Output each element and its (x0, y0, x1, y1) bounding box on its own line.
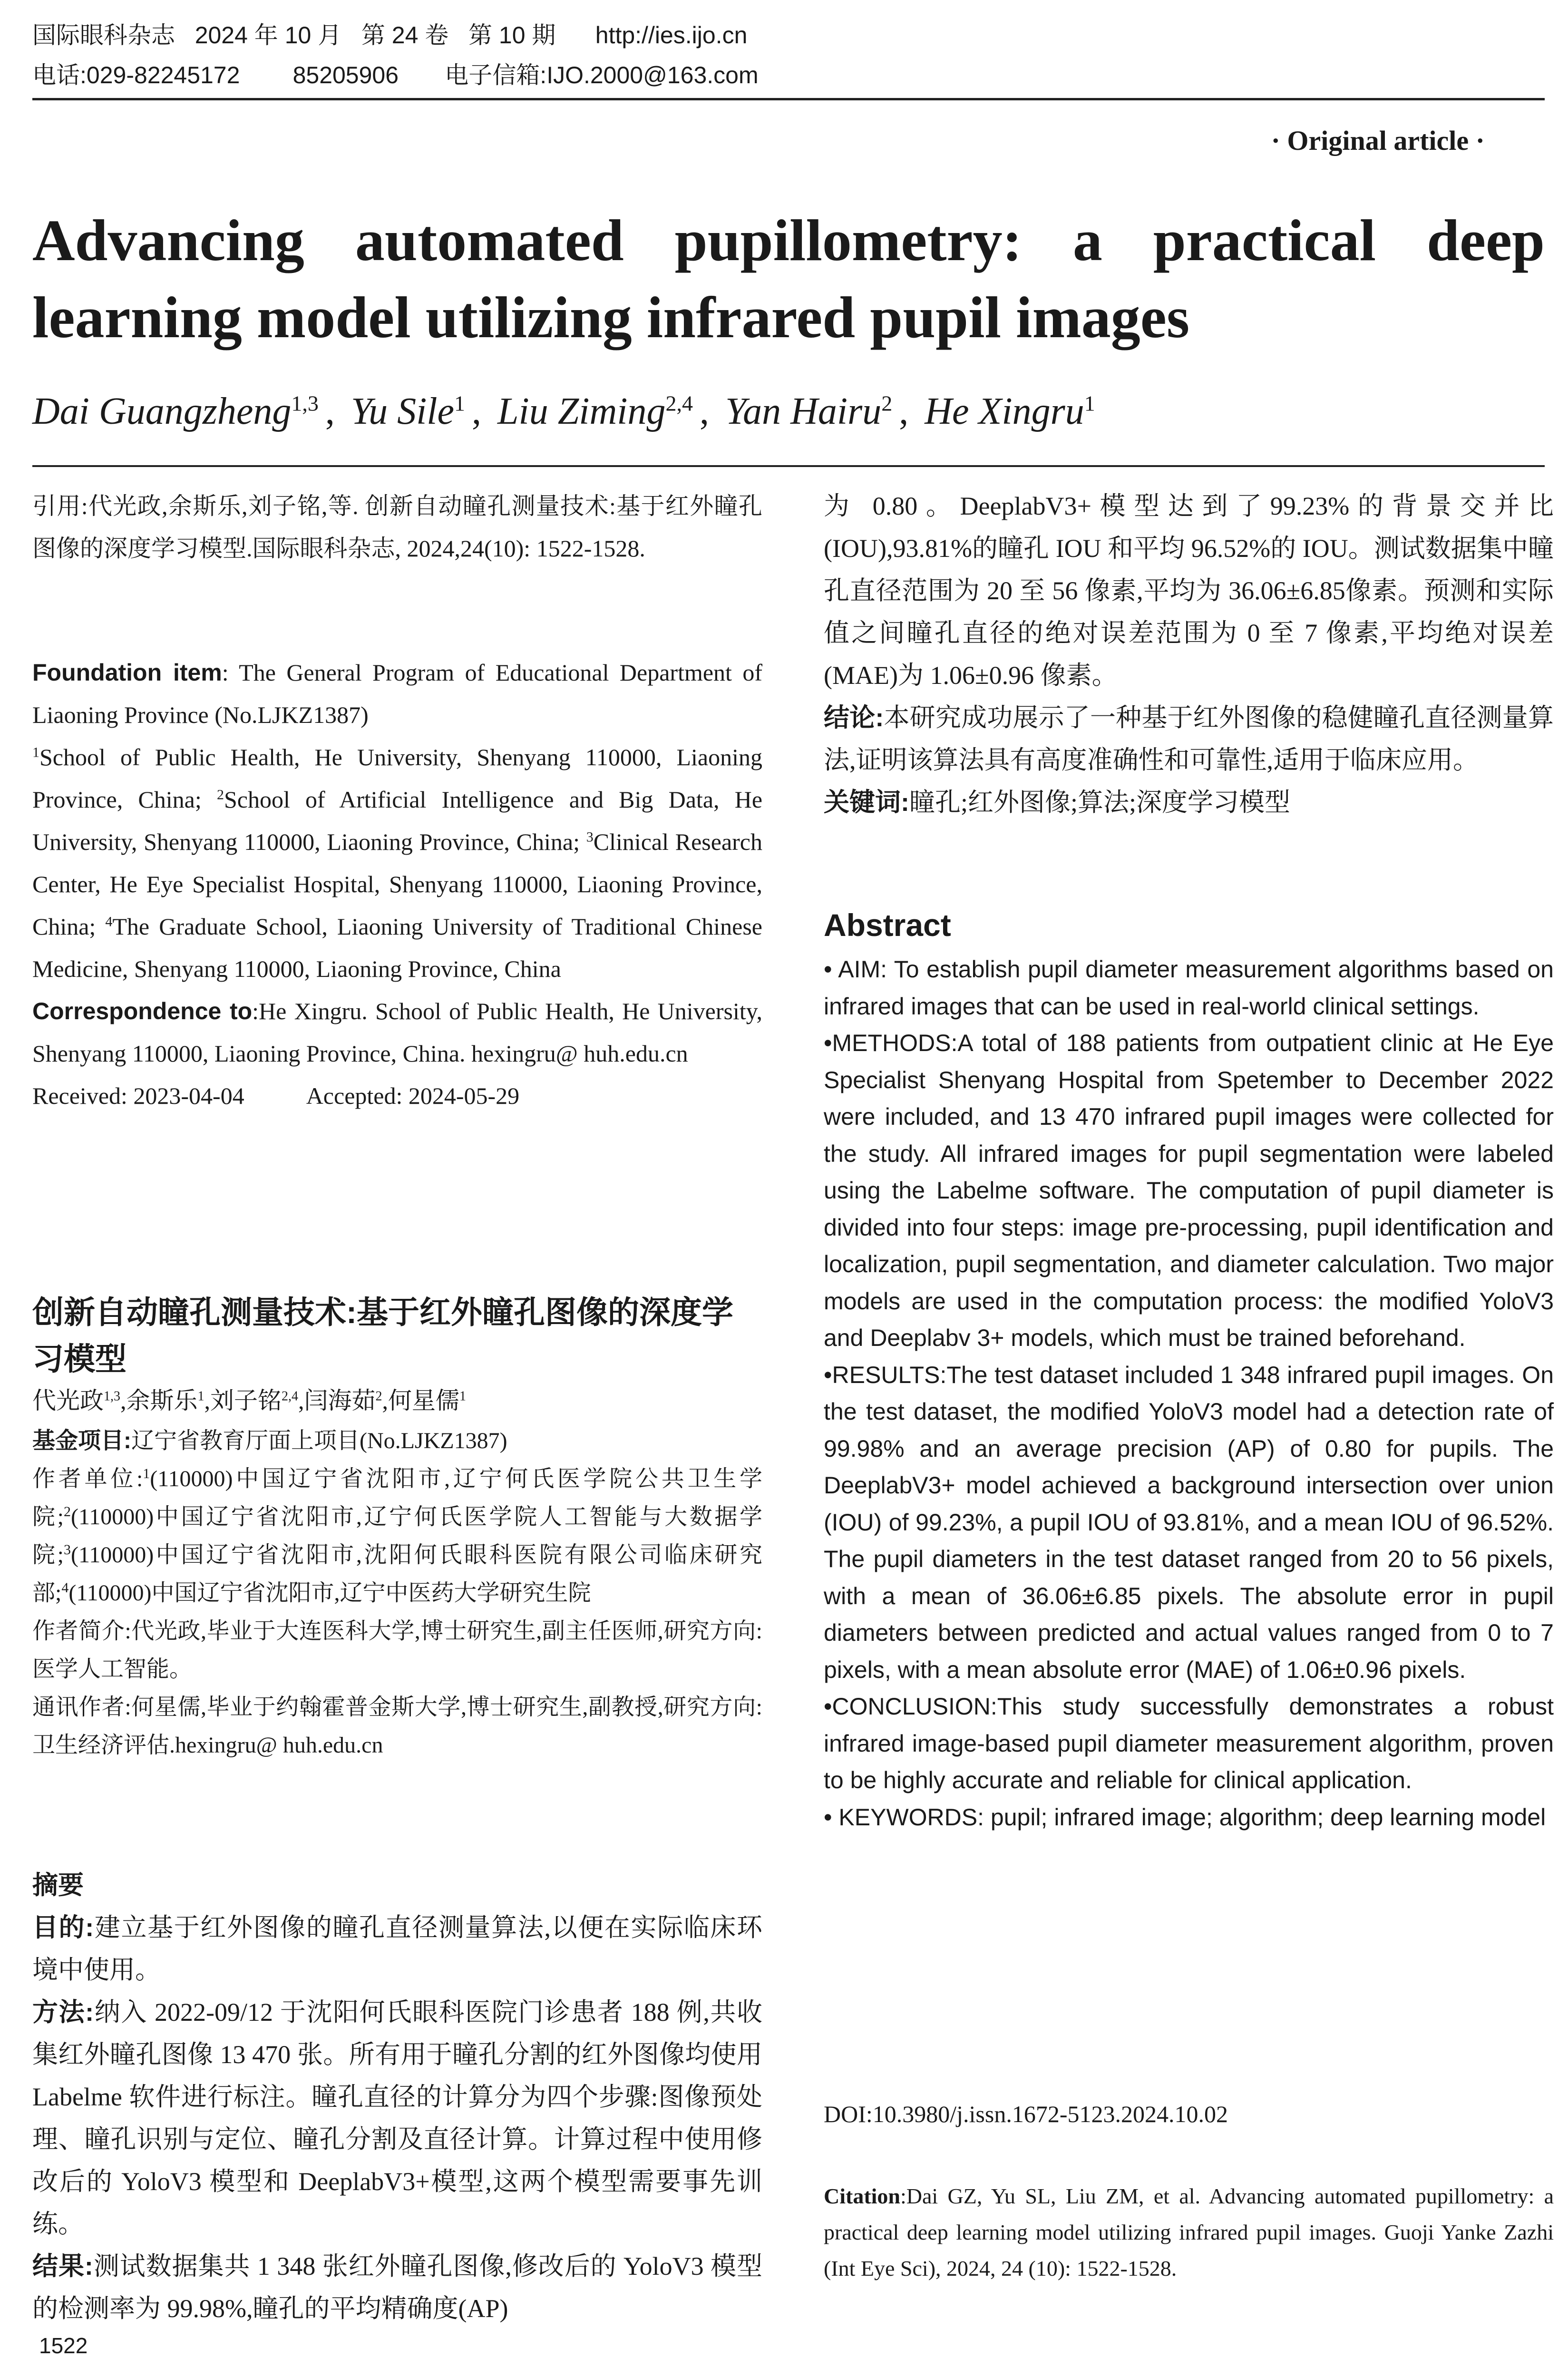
cn-conclusion-text: 本研究成功展示了一种基于红外图像的稳健瞳孔直径测量算法,证明该算法具有高度准确性和可靠性,适用于临床应用。 (824, 703, 1554, 774)
results-text: The test dataset included 1 348 infrared pupil images. On the test dataset, the modified YoloV3 model had a detection rate of 99.98% and an average precision (AP) of 0.80 for pupils. The DeeplabV3+ model achieved a background intersection over union (IOU) of 99.23%, a pupil IOU of 93.81%, and a mean IOU of 96.52%. The pupil diameters in the test dataset ranged from 20 to 56 pixels, with a mean of 36.06±6.85 pixels. The absolute error in pupil diameters between predicted and actual values ranged from 0 to 7 pixels, with a mean absolute error (MAE) of 1.06±0.96 pixels. (824, 1361, 1554, 1683)
correspondence-label: Correspondence to (32, 998, 253, 1024)
cn-author-aff: 1 (197, 1389, 205, 1404)
journal-url[interactable]: http://ies.ijo.cn (595, 22, 748, 49)
journal-name: 国际眼科杂志 (32, 22, 175, 49)
author-affiliation: 2,4 (665, 391, 693, 416)
cn-fund-text: 辽宁省教育厅面上项目(No.LJKZ1387) (131, 1428, 507, 1453)
cn-aim-text: 建立基于红外图像的瞳孔直径测量算法,以便在实际临床环境中使用。 (32, 1913, 762, 1984)
cn-methods-label: 方法: (32, 1998, 94, 2026)
foundation-affiliations (32, 652, 762, 1117)
author-affiliation: 1,3 (291, 391, 319, 416)
chinese-authors: 代光政$^{1,3}$,余斯乐$^1$,刘子铭$^{2,4}$,闫海茹$^2$,何星儒$^1$ (32, 1387, 466, 1414)
abstract-heading: Abstract (824, 907, 951, 943)
cn-abstract-heading: 摘要 (32, 1871, 84, 1900)
conclusion-label: •CONCLUSION: (824, 1693, 997, 1720)
author-affiliation: 1 (454, 391, 466, 416)
cn-author-name: 闫海茹 (304, 1387, 376, 1414)
cn-unit-sup: 2 (63, 1504, 71, 1520)
article-type: · Original article · (1271, 125, 1485, 156)
email[interactable]: 电子信箱:IJO.2000@163.com (445, 62, 759, 88)
cn-author-name: 代光政 (32, 1387, 104, 1414)
cn-author-aff: 1 (459, 1389, 466, 1404)
cn-author-aff: 2 (375, 1389, 382, 1404)
conclusion-text: This study successfully demonstrates a robust infrared image-based pupil diameter measurement algorithm, proven to be highly accurate and reliable for clinical application. (824, 1693, 1554, 1793)
phone-2: 85205906 (292, 62, 399, 88)
results-label: •RESULTS: (824, 1361, 947, 1388)
cn-unit-text: (110000)中国辽宁省沈阳市,辽宁何氏医学院公共卫生学院; (32, 1466, 762, 1529)
affiliation-text: Clinical Research Center, He Eye Specialist Hospital, Shenyang 110000, Liaoning Province, China; (32, 828, 762, 940)
cn-unit-sup: 4 (61, 1580, 69, 1596)
cn-author-aff: 1,3 (104, 1389, 120, 1404)
issue-number: 第 10 期 (468, 22, 556, 49)
author-name: He Xingru (925, 390, 1084, 432)
journal-header-line2 (32, 61, 759, 89)
cn-results-text: 测试数据集共 1 348 张红外瞳孔图像,修改后的 YoloV3 模型的检测率为 99.98%,瞳孔的平均精确度(AP) (32, 2252, 763, 2323)
accepted-date: Accepted: 2024-05-29 (306, 1082, 520, 1109)
affiliation-list (32, 736, 762, 990)
cn-methods-text: 纳入 2022-09/12 于沈阳何氏眼科医院门诊患者 188 例,共收集红外瞳孔图像 13 470 张。所有用于瞳孔分割的红外图像均使用 Labelme 软件进行标注。瞳孔直径的计算分为四个步骤:图像预处理、瞳孔识别与定位、瞳孔分割及直径计算。计算过程中使用修改后的 YoloV3 模型和 DeeplabV3+模型,这两个模型需要事先训练。 (32, 1998, 763, 2238)
cn-aim-label: 目的: (32, 1913, 94, 1942)
chinese-author-info (32, 1422, 762, 1764)
cn-unit-text: (110000)中国辽宁省沈阳市,沈阳何氏眼科医院有限公司临床研究部; (32, 1542, 762, 1606)
keywords-text: pupil; infrared image; algorithm; deep learning model (984, 1803, 1546, 1831)
author-affiliation: 2 (881, 391, 893, 416)
cn-author-bio: 作者简介:代光政,毕业于大连医科大学,博士研究生,副主任医师,研究方向:医学人工智能。 (32, 1618, 762, 1682)
author-name: Liu Ziming (497, 390, 666, 432)
cn-results-continued: 为 0.80。DeeplabV3+模型达到了99.23%的背景交并比(IOU),93.81%的瞳孔 IOU 和平均 96.52%的 IOU。测试数据集中瞳孔直径范围为 20 至 56 像素,平均为 36.06±6.85像素。预测和实际值之间瞳孔直径的绝对误差范围为 0 至 7 像素,平均绝对误差(MAE)为 1.06±0.96 像素。 (824, 492, 1554, 690)
methods-text: A total of 188 patients from outpatient clinic at He Eye Specialist Shenyang Hospital from Spetember to December 2022 were included, and 13 470 infrared pupil images were collected for the study. All infrared images for pupil segmentation were labeled using the Labelme software. The computation of pupil diameter is divided into four steps: image pre-processing, pupil identification and localization, pupil segmentation, and diameter calculation. Two major models are used in the computation process: the modified YoloV3 and Deeplabv 3+ models, which must be trained beforehand. (824, 1030, 1554, 1351)
cn-corresponding-author: 通讯作者:何星儒,毕业于约翰霍普金斯大学,博士研究生,副教授,研究方向:卫生经济评估.hexingru@ huh.edu.cn (32, 1695, 762, 1758)
header-divider (32, 98, 1545, 100)
cn-fund-label: 基金项目: (32, 1428, 131, 1453)
cn-conclusion-label: 结论: (824, 703, 884, 732)
author-name: Dai Guangzheng (32, 390, 292, 432)
cn-author-aff: 2,4 (282, 1389, 298, 1404)
cn-unit-label: 作者单位: (32, 1466, 143, 1491)
methods-label: •METHODS: (824, 1030, 958, 1056)
issue-date: 2024 年 10 月 (195, 22, 342, 49)
dates (32, 1075, 762, 1117)
affiliation-sup: 1 (32, 744, 39, 760)
title-divider (32, 465, 1545, 467)
author-name: Yu Sile (351, 390, 455, 432)
chinese-citation: 引用:代光政,余斯乐,刘子铭,等. 创新自动瞳孔测量技术:基于红外瞳孔图像的深度学习模型.国际眼科杂志, 2024,24(10): 1522-1528. (32, 493, 762, 562)
citation-text: :Dai GZ, Yu SL, Liu ZM, et al. Advancing automated pupillometry: a practical deep learning model utilizing infrared pupil images. Guoji Yanke Zazhi (Int Eye Sci), 2024, 24 (10): 1522-1528. (824, 2184, 1554, 2280)
cn-unit-text: (110000)中国辽宁省沈阳市,辽宁何氏医学院人工智能与大数据学院; (32, 1504, 762, 1568)
foundation-text: : The General Program of Educational Department of Liaoning Province (No.LJKZ1387) (32, 659, 763, 728)
keywords-label: • KEYWORDS: (824, 1803, 984, 1831)
affiliation-sup: 4 (105, 914, 113, 930)
affiliation-text: The Graduate School, Liaoning University of Traditional Chinese Medicine, Shenyang 110000, Liaoning Province, China (32, 913, 762, 982)
aim-label: • AIM: (824, 956, 887, 983)
cn-author-name: 何星儒 (388, 1387, 459, 1414)
author-affiliation: 1 (1084, 391, 1095, 416)
cn-keywords-label: 关键词: (824, 788, 909, 817)
article-title: Advancing automated pupillometry: a practical deep learning model utilizing infrared pupil images (32, 208, 1545, 350)
doi[interactable]: DOI:10.3980/j.issn.1672-5123.2024.10.02 (824, 2101, 1228, 2127)
cn-results-label: 结果: (32, 2252, 93, 2280)
author-list: Dai Guangzheng$^{1,3}$ , Yu Sile$^1$ , Liu Ziming$^{2,4}$ , Yan Hairu$^2$ , He Xingru$^1$ (32, 390, 1095, 432)
foundation-label: Foundation item (32, 659, 222, 686)
affiliation-text: School of Public Health, He University, Shenyang 110000, Liaoning Province, China; (32, 744, 762, 813)
chinese-title: 创新自动瞳孔测量技术:基于红外瞳孔图像的深度学习模型 (32, 1295, 733, 1376)
phone: 电话:029-82245172 (32, 62, 240, 88)
english-abstract (824, 951, 1554, 1836)
affiliation-text: School of Artificial Intelligence and Big Data, He University, Shenyang 110000, Liaoning Province, China; (32, 786, 763, 855)
citation-block (824, 2178, 1554, 2287)
volume: 第 24 卷 (361, 22, 449, 49)
cn-keywords-text: 瞳孔;红外图像;算法;深度学习模型 (909, 788, 1290, 817)
cn-author-name: 刘子铭 (210, 1387, 282, 1414)
citation-label: Citation (824, 2184, 900, 2208)
aim-text: To establish pupil diameter measurement algorithms based on infrared images that can be used in real-world clinical settings. (824, 956, 1554, 1020)
cn-unit-sup: 1 (143, 1466, 150, 1481)
chinese-abstract (32, 1864, 762, 2330)
correspondence-text: :He Xingru. School of Public Health, He University, Shenyang 110000, Liaoning Province, China. hexingru@ huh.edu.cn (32, 998, 762, 1067)
affiliation-sup: 2 (216, 787, 224, 803)
journal-header-line1 (32, 21, 747, 49)
received-date: Received: 2023-04-04 (32, 1082, 244, 1109)
page-number: 1522 (39, 2333, 88, 2358)
cn-author-name: 余斯乐 (126, 1387, 198, 1414)
cn-unit-sup: 3 (63, 1542, 71, 1558)
chinese-abstract-continued (824, 485, 1554, 824)
affiliation-sup: 3 (586, 829, 594, 845)
cn-unit-text: (110000)中国辽宁省沈阳市,辽宁中医药大学研究生院 (68, 1580, 591, 1606)
author-name: Yan Hairu (725, 390, 882, 432)
